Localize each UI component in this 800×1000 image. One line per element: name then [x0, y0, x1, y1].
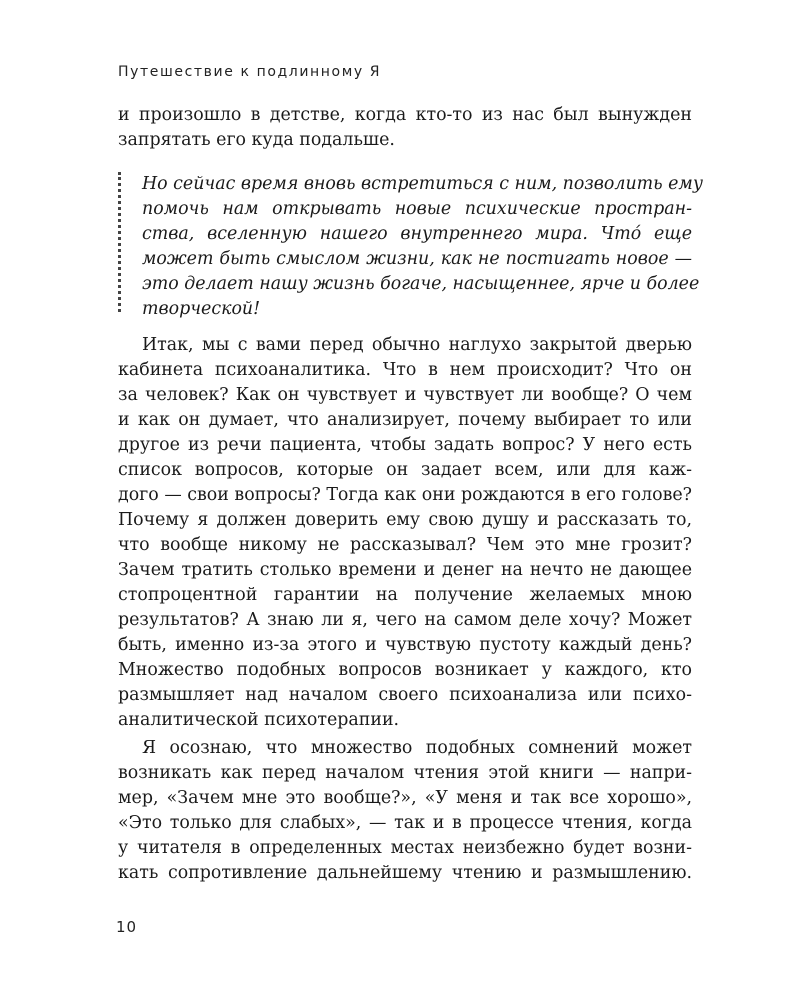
text-line: Почему я должен доверить ему свою душу и рассказать то,: [118, 510, 692, 530]
paragraph-continuation: [118, 103, 692, 153]
paragraph-doubts: [118, 736, 692, 886]
quote-line: ства, вселенную нашего внутреннего мира. Что́ еще: [142, 224, 692, 244]
text-line: за человек? Как он чувствует и чувствует ли вообще? О чем: [118, 385, 692, 405]
page-number: 10: [116, 918, 138, 936]
text-line: Множество подобных вопросов возникает у каждого, кто: [118, 660, 692, 680]
quote-dotted-rule: [118, 172, 121, 312]
text-line: другое из речи пациента, чтобы задать вопрос? У него есть: [118, 435, 692, 455]
quote-line: это делает нашу жизнь богаче, насыщеннее, ярче и более: [142, 274, 700, 294]
text-line: у читателя в определенных местах неизбежно будет возни-: [118, 838, 692, 858]
text-line: мер, «Зачем мне это вообще?», «У меня и так все хорошо»,: [118, 788, 692, 808]
quote-line: может быть смыслом жизни, как не постигать новое —: [142, 249, 692, 269]
text-line: дого — свои вопросы? Тогда как они рождаются в его голове?: [118, 485, 692, 505]
pull-quote: [118, 172, 703, 322]
text-line: что вообще никому не рассказывал? Чем это мне грозит?: [118, 535, 692, 555]
quote-line: творческой!: [142, 299, 261, 319]
text-line: и как он думает, что анализирует, почему выбирает то или: [118, 410, 692, 430]
text-line: возникать как перед началом чтения этой книги — напри-: [118, 763, 692, 783]
text-line: результатов? А знаю ли я, чего на самом деле хочу? Может: [118, 610, 692, 630]
text-line: быть, именно из-за этого и чувствую пустоту каждый день?: [118, 635, 692, 655]
quote-line: помочь нам открывать новые психические простран-: [142, 199, 692, 219]
text-line: «Это только для слабых», — так и в процессе чтения, когда: [118, 813, 692, 833]
text-line: кать сопротивление дальнейшему чтению и размышлению.: [118, 863, 692, 883]
text-line: Я осознаю, что множество подобных сомнений может: [142, 738, 692, 758]
quote-body: [142, 172, 703, 322]
text-line: и произошло в детстве, когда кто-то из нас был вынужден: [118, 105, 692, 125]
text-line: аналитической психотерапии.: [118, 710, 400, 730]
text-line: список вопросов, которые он задает всем, или для каж-: [118, 460, 692, 480]
text-line: кабинета психоаналитика. Что в нем происходит? Что он: [118, 360, 692, 380]
text-line: запрятать его куда подальше.: [118, 130, 395, 150]
text-line: стопроцентной гарантии на получение желаемых мною: [118, 585, 692, 605]
running-head: Путешествие к подлинному Я: [118, 64, 382, 80]
quote-line: Но сейчас время вновь встретиться с ним, позволить ему: [142, 174, 703, 194]
text-line: размышляет над началом своего психоанализа или психо-: [118, 685, 692, 705]
text-line: Зачем тратить столько времени и денег на нечто не дающее: [118, 560, 692, 580]
paragraph-questions: [118, 333, 692, 733]
text-line: Итак, мы с вами перед обычно наглухо закрытой дверью: [142, 335, 692, 355]
